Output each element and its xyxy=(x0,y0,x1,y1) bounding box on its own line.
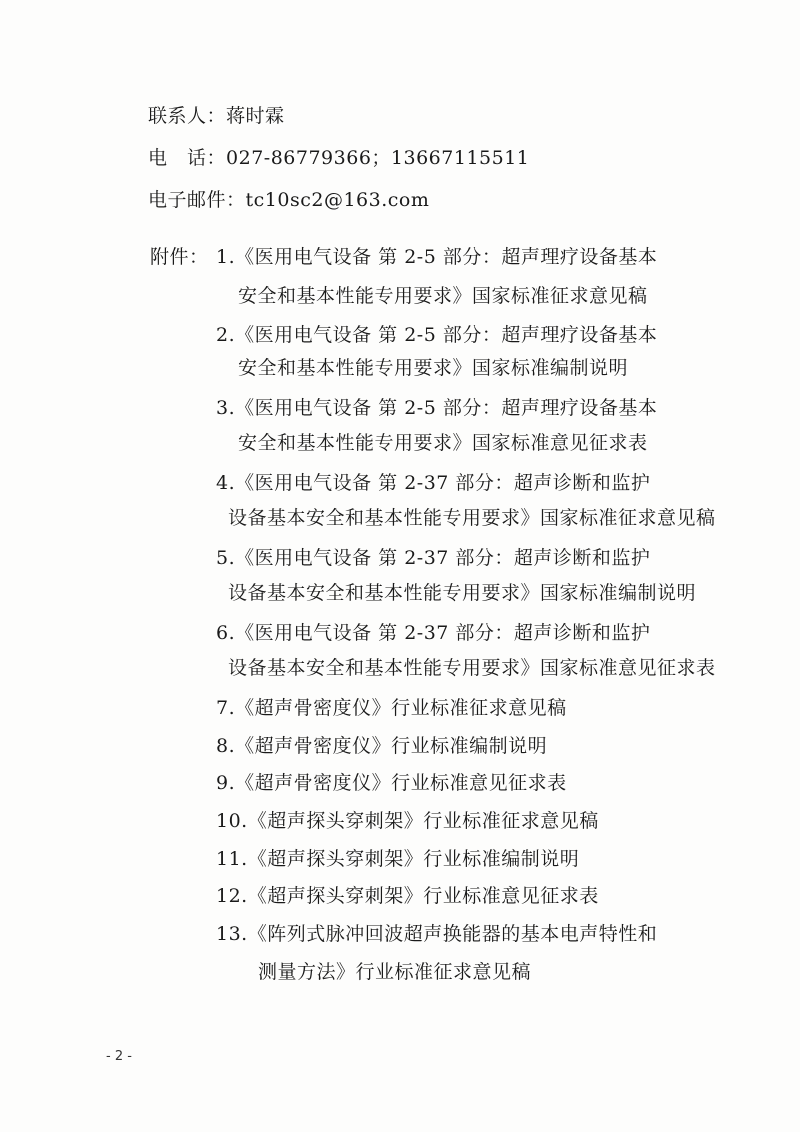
bleed-through-text xyxy=(420,108,428,133)
attachment-item-5-line2: 设备基本安全和基本性能专用要求》国家标准编制说明 xyxy=(228,582,697,604)
attachment-item-3-line2: 安全和基本性能专用要求》国家标准意见征求表 xyxy=(238,432,648,454)
attachment-item-1-line2: 安全和基本性能专用要求》国家标准征求意见稿 xyxy=(238,285,648,307)
contact-email-label: 电子邮件： xyxy=(148,189,246,211)
attachment-item-11: 11.《超声探头穿刺架》行业标准编制说明 xyxy=(216,848,580,870)
contact-email-row xyxy=(148,188,429,212)
attachment-item-2-line1: 2.《医用电气设备 第 2-5 部分：超声理疗设备基本 xyxy=(216,324,658,346)
attachment-item-13-line1: 13.《阵列式脉冲回波超声换能器的基本电声特性和 xyxy=(216,923,658,945)
contact-person-name: 蒋时霖 xyxy=(226,105,285,127)
attachment-item-6-line1: 6.《医用电气设备 第 2-37 部分：超声诊断和监护 xyxy=(216,622,651,644)
contact-phone-row xyxy=(148,146,529,170)
attachment-item-12: 12.《超声探头穿刺架》行业标准意见征求表 xyxy=(216,885,599,907)
attachment-item-9: 9.《超声骨密度仪》行业标准意见征求表 xyxy=(216,772,567,794)
attachment-item-10: 10.《超声探头穿刺架》行业标准征求意见稿 xyxy=(216,810,599,832)
attachment-item-4-line2: 设备基本安全和基本性能专用要求》国家标准征求意见稿 xyxy=(228,507,716,529)
contact-person-label: 联系人： xyxy=(148,105,227,127)
contact-phone-value: 027-86779366；13667115511 xyxy=(226,147,530,169)
attachment-item-13-line2: 测量方法》行业标准征求意见稿 xyxy=(258,961,532,983)
attachment-item-5-line1: 5.《医用电气设备 第 2-37 部分：超声诊断和监护 xyxy=(216,547,651,569)
attachment-item-3-line1: 3.《医用电气设备 第 2-5 部分：超声理疗设备基本 xyxy=(216,397,658,419)
attachment-item-4-line1: 4.《医用电气设备 第 2-37 部分：超声诊断和监护 xyxy=(216,472,651,494)
contact-email-value: tc10sc2@163.com xyxy=(245,189,430,211)
page-number: - 2 - xyxy=(106,1049,132,1064)
attachments-label: 附件： xyxy=(150,246,209,268)
contact-person-row xyxy=(148,104,285,128)
contact-phone-label: 电 话： xyxy=(148,147,227,169)
attachment-item-1-line1: 1.《医用电气设备 第 2-5 部分：超声理疗设备基本 xyxy=(216,246,658,268)
attachment-item-8: 8.《超声骨密度仪》行业标准编制说明 xyxy=(216,735,548,757)
attachment-item-2-line2: 安全和基本性能专用要求》国家标准编制说明 xyxy=(238,357,629,379)
attachment-item-6-line2: 设备基本安全和基本性能专用要求》国家标准意见征求表 xyxy=(228,657,716,679)
attachment-item-7: 7.《超声骨密度仪》行业标准征求意见稿 xyxy=(216,697,567,719)
